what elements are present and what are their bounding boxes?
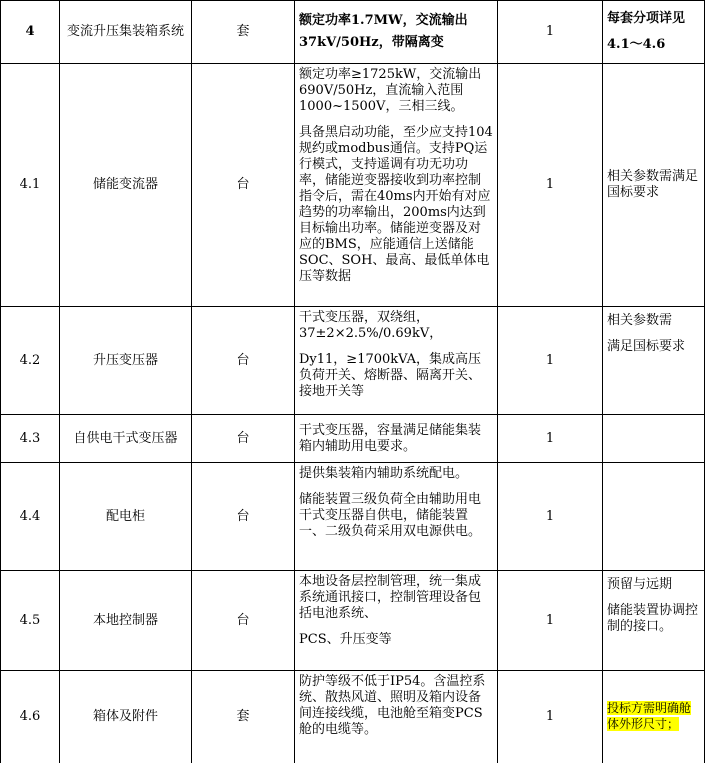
row-name: 本地控制器 xyxy=(60,571,192,671)
row-qty: 1 xyxy=(498,463,603,571)
row-note xyxy=(603,463,705,571)
desc-line: PCS、升压变等 xyxy=(299,632,392,647)
row-note xyxy=(603,671,705,763)
table-row xyxy=(1,415,705,463)
row-unit: 套 xyxy=(192,671,295,763)
note-line: 满足国标要求 xyxy=(607,339,686,354)
desc-line: 储能装置三级负荷全由辅助用电干式变压器自供电，储能装置一、二级负荷采用双电源供电。 xyxy=(299,492,482,539)
row-desc xyxy=(295,64,498,307)
row-unit: 台 xyxy=(192,64,295,307)
highlighted-note: 投标方需明确舱体外形尺寸； xyxy=(607,700,692,731)
row-unit: 台 xyxy=(192,463,295,571)
row-id: 4.1 xyxy=(1,64,60,307)
desc-line: 防护等级不低于IP54。含温控系统、散热风道、照明及箱内设备间连接线缆，电池舱至箱变PCS舱的电缆等。 xyxy=(299,674,486,737)
row-name: 配电柜 xyxy=(60,463,192,571)
table-row xyxy=(1,671,705,763)
row-note xyxy=(603,571,705,671)
row-qty: 1 xyxy=(498,64,603,307)
table-row xyxy=(1,64,705,307)
row-id: 4.6 xyxy=(1,671,60,763)
row-desc xyxy=(295,1,498,64)
row-unit: 台 xyxy=(192,571,295,671)
row-unit: 台 xyxy=(192,415,295,463)
table-row xyxy=(1,463,705,571)
row-desc xyxy=(295,463,498,571)
row-qty: 1 xyxy=(498,415,603,463)
row-name: 箱体及附件 xyxy=(60,671,192,763)
row-note xyxy=(603,1,705,64)
row-id: 4.2 xyxy=(1,307,60,415)
desc-line: 干式变压器，双绕组，37±2×2.5%/0.69kV， xyxy=(299,310,443,341)
table-row xyxy=(1,1,705,64)
note-line: 相关参数需 xyxy=(607,313,673,328)
row-id: 4.5 xyxy=(1,571,60,671)
row-desc xyxy=(295,307,498,415)
desc-line: 提供集装箱内辅助系统配电。 xyxy=(299,466,469,481)
desc-line: 额定功率1.7MW，交流输出37kV/50Hz，带隔离变 xyxy=(299,13,468,50)
row-desc xyxy=(295,571,498,671)
row-note xyxy=(603,415,705,463)
row-note xyxy=(603,64,705,307)
row-qty: 1 xyxy=(498,671,603,763)
row-unit: 台 xyxy=(192,307,295,415)
row-qty: 1 xyxy=(498,307,603,415)
row-id: 4.3 xyxy=(1,415,60,463)
row-name: 自供电干式变压器 xyxy=(60,415,192,463)
row-note xyxy=(603,307,705,415)
row-name: 升压变压器 xyxy=(60,307,192,415)
note-line: 预留与远期 xyxy=(607,577,673,592)
desc-line: 额定功率≥1725kW，交流输出690V/50Hz，直流输入范围1000~1500V，三相三线。 xyxy=(299,67,482,114)
row-desc xyxy=(295,415,498,463)
desc-line: 本地设备层控制管理，统一集成系统通讯接口，控制管理设备包括电池系统、 xyxy=(299,574,482,621)
table-row xyxy=(1,571,705,671)
row-desc xyxy=(295,671,498,763)
row-name: 储能变流器 xyxy=(60,64,192,307)
table-row xyxy=(1,307,705,415)
row-unit: 套 xyxy=(192,1,295,64)
row-name: 变流升压集装箱系统 xyxy=(60,1,192,64)
row-qty: 1 xyxy=(498,1,603,64)
note-line: 每套分项详见 xyxy=(607,11,686,26)
note-line: 相关参数需满足国标要求 xyxy=(607,169,699,200)
desc-line: Dy11，≥1700kVA，集成高压负荷开关、熔断器、隔离开关、接地开关等 xyxy=(299,352,482,399)
note-line: 4.1～4.6 xyxy=(607,37,666,52)
desc-line: 具备黑启动功能，至少应支持104规约或modbus通信。支持PQ运行模式，支持遥调有功无功功率，储能逆变器接收到功率控制指令后，需在40ms内开始有对应趋势的功率输出，200ms内达到目标输出功率。储能逆变器及对应的BMS，应能通信上送储能SOC、SOH、最高、最低单体电压等数据 xyxy=(299,125,493,284)
desc-line: 干式变压器，容量满足储能集装箱内辅助用电要求。 xyxy=(299,422,482,454)
row-id: 4 xyxy=(1,1,60,64)
row-id: 4.4 xyxy=(1,463,60,571)
row-qty: 1 xyxy=(498,571,603,671)
note-line: 储能装置协调控制的接口。 xyxy=(607,603,699,634)
